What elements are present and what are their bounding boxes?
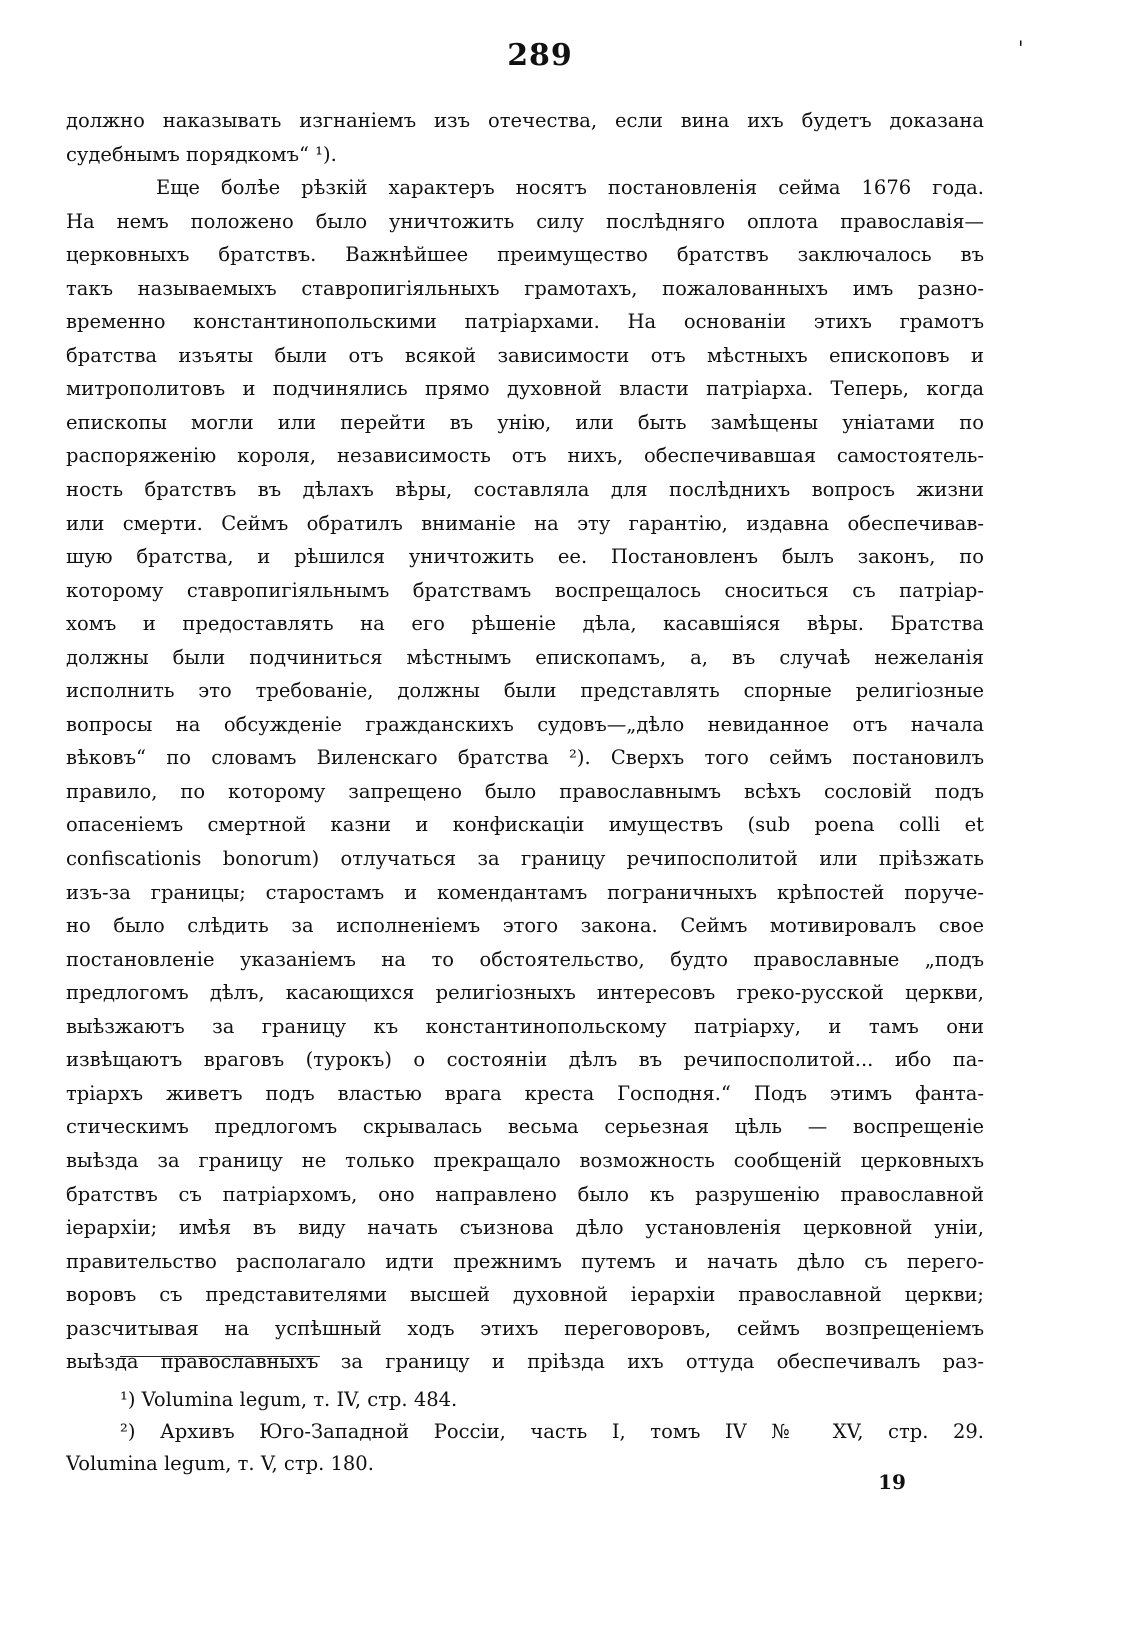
- text-line: вѣковъ“ по словамъ Виленскаго братства ²). Сверхъ того сеймъ постановилъ: [66, 746, 984, 770]
- text-line: постановленіе указаніемъ на то обстоятельство, будто православные „подъ: [66, 947, 984, 971]
- printer-signature-mark: 19: [878, 1470, 906, 1494]
- text-line: должно наказывать изгнаніемъ изъ отечества, если вина ихъ будетъ доказана: [66, 109, 984, 132]
- text-line: тріархъ живетъ подъ властью врага креста Господня.“ Подъ этимъ фанта-: [66, 1081, 984, 1105]
- text-line: или смерти. Сеймъ обратилъ вниманіе на эту гарантію, издавна обеспечивав-: [66, 511, 984, 535]
- body-text: [66, 104, 984, 1379]
- text-line: confiscationis bonorum) отлучаться за границу речипосполитой или пріѣзжать: [66, 847, 984, 871]
- text-line: выѣзда за границу не только прекращало возможность сообщеній церковныхъ: [66, 1148, 984, 1172]
- text-line: временно константинопольскими патріархами. На основаніи этихъ грамотъ: [66, 310, 984, 334]
- text-line: іерархіи; имѣя въ виду начать съизнова дѣло установленія церковной уніи,: [66, 1216, 984, 1240]
- text-line: вопросы на обсужденіе гражданскихъ судовъ—„дѣло невиданное отъ начала: [66, 712, 984, 736]
- text-line: разсчитывая на успѣшный ходъ этихъ переговоровъ, сеймъ возпрещеніемъ: [66, 1316, 984, 1340]
- text-line: выѣзжаютъ за границу къ константинопольскому патріарху, и тамъ они: [66, 1014, 984, 1038]
- text-line: митрополитовъ и подчинялись прямо духовной власти патріарха. Теперь, когда: [66, 377, 984, 401]
- corner-mark: ': [1018, 36, 1024, 60]
- text-line: выѣзда православныхъ за границу и пріѣзда ихъ оттуда обеспечивалъ раз-: [66, 1350, 984, 1374]
- text-line: предлогомъ дѣлъ, касающихся религіозныхъ интересовъ греко-русской церкви,: [66, 981, 984, 1005]
- text-line: стическимъ предлогомъ скрывалась весьма серьезная цѣль — воспрещеніе: [66, 1115, 984, 1139]
- text-line: изъ-за границы; старостамъ и комендантамъ пограничныхъ крѣпостей поруче-: [66, 880, 984, 904]
- footnote-divider: [120, 1356, 320, 1357]
- text-line: ность братствъ въ дѣлахъ вѣры, составляла для послѣднихъ вопросъ жизни: [66, 478, 984, 502]
- text-line: судебнымъ порядкомъ“ ¹).: [66, 142, 337, 166]
- text-line: должны были подчиниться мѣстнымъ епископамъ, а, въ случаѣ нежеланія: [66, 645, 984, 669]
- text-line: такъ называемыхъ ставропигіяльныхъ грамотахъ, пожалованныхъ имъ разно-: [66, 276, 984, 300]
- text-line: хомъ и предоставлять на его рѣшеніе дѣла, касавшіяся вѣры. Братства: [66, 612, 984, 636]
- text-line: Еще болѣе рѣзкій характеръ носятъ постановленія сейма 1676 года.: [156, 176, 984, 200]
- text-line: церковныхъ братствъ. Важнѣйшее преимущество братствъ заключалось въ: [66, 243, 984, 267]
- text-line: братства изъяты были отъ всякой зависимости отъ мѣстныхъ епископовъ и: [66, 343, 984, 367]
- text-line: На немъ положено было уничтожить силу послѣдняго оплота православія—: [66, 209, 984, 233]
- footnote-2-continuation: Volumina legum, т. V, стр. 180.: [66, 1452, 374, 1475]
- text-line: братствъ съ патріархомъ, оно направлено было къ разрушенію православной: [66, 1182, 984, 1206]
- footnote-1: ¹) Volumina legum, т. IV, стр. 484.: [120, 1388, 458, 1411]
- text-line: епископы могли или перейти въ унію, или быть замѣщены уніатами по: [66, 410, 984, 434]
- text-line: исполнить это требованіе, должны были представлять спорные религіозные: [66, 679, 984, 703]
- text-line: распоряженію короля, независимость отъ нихъ, обеспечивавшая самостоятель-: [66, 444, 984, 468]
- footnotes: [66, 1384, 984, 1480]
- text-line: воровъ съ представителями высшей духовной іерархіи православной церкви;: [66, 1283, 984, 1307]
- text-line: которому ставропигіяльнымъ братствамъ воспрещалось сноситься съ патріар-: [66, 578, 984, 602]
- text-line: правило, по которому запрещено было православнымъ всѣхъ сословій подъ: [66, 779, 984, 803]
- text-line: извѣщаютъ враговъ (турокъ) о состояніи дѣлъ въ речипосполитой... ибо па-: [66, 1048, 984, 1072]
- text-line: опасеніемъ смертной казни и конфискаціи имуществъ (sub poena colli et: [66, 813, 984, 837]
- text-line: правительство располагало идти прежнимъ путемъ и начать дѣло съ перего-: [66, 1249, 984, 1273]
- page-number: 289: [507, 38, 573, 73]
- footnote-2: ²) Архивъ Юго-Западной Россіи, часть I, томъ IV № XV, стр. 29.: [120, 1420, 984, 1443]
- text-line: шую братства, и рѣшился уничтожить ее. Постановленъ былъ законъ, по: [66, 545, 984, 569]
- text-line: но было слѣдить за исполненіемъ этого закона. Сеймъ мотивировалъ свое: [66, 914, 984, 938]
